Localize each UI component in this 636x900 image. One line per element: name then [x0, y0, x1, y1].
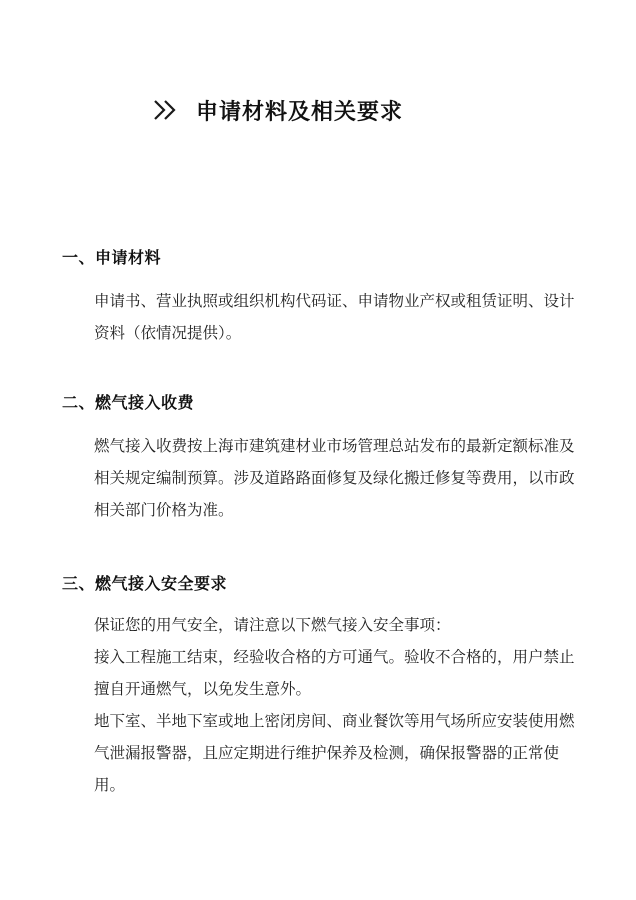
paragraph: 燃气接入收费按上海市建筑建材业市场管理总站发布的最新定额标准及相关规定编制预算。涉及道路路面修复及绿化搬迁修复等费用，以市政相关部门价格为准。 [94, 437, 575, 519]
section-heading: 三、燃气接入安全要求 [62, 574, 228, 593]
section-body [94, 430, 580, 526]
section-gas-connection-safety [62, 572, 602, 801]
section-heading: 二、燃气接入收费 [62, 393, 195, 412]
paragraph: 申请书、营业执照或组织机构代码证、申请物业产权或租赁证明、设计资料（依情况提供）。 [94, 292, 575, 342]
section-body [94, 285, 580, 349]
paragraph: 地下室、半地下室或地上密闭房间、商业餐饮等用气场所应安装使用燃气泄漏报警器，且应定期进行维护保养及检测，确保报警器的正常使用。 [94, 712, 575, 794]
section-body [94, 609, 580, 801]
section-application-materials [62, 246, 602, 349]
page-title [152, 94, 403, 126]
section-gas-connection-fees [62, 391, 602, 526]
paragraph: 接入工程施工结束，经验收合格的方可通气。验收不合格的，用户禁止擅自开通燃气，以免发生意外。 [94, 648, 575, 698]
double-chevron-right-icon [152, 98, 182, 122]
page-title-text: 申请材料及相关要求 [196, 99, 404, 125]
paragraph: 保证您的用气安全，请注意以下燃气接入安全事项： [94, 616, 451, 634]
section-heading: 一、申请材料 [62, 248, 162, 267]
